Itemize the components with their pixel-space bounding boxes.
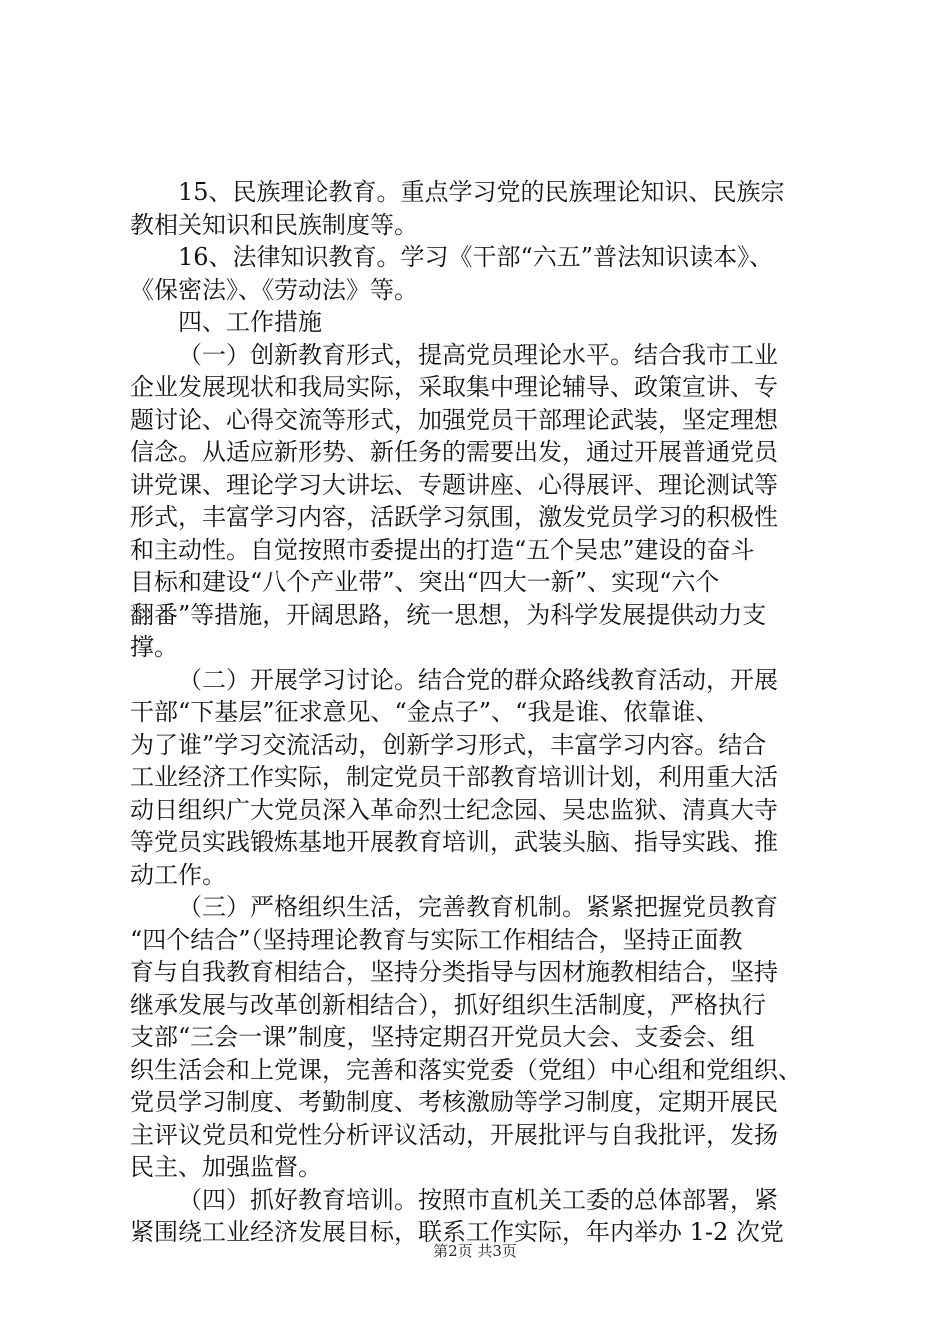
text-line: 工业经济工作实际，制定党员干部教育培训计划，利用重大活	[130, 763, 778, 791]
text-line: 企业发展现状和我局实际，采取集中理论辅导、政策宣讲、专	[130, 373, 778, 401]
paragraph-measure-1	[130, 339, 830, 664]
paragraph-measure-3	[130, 891, 830, 1184]
text-line: 和主动性。自觉按照市委提出的打造“五个吴忠”建设的奋斗	[130, 535, 755, 564]
paragraph-legal-knowledge	[130, 241, 830, 306]
text-line: （二）开展学习讨论。结合党的群众路线教育活动，开展	[178, 665, 778, 694]
document-body	[130, 176, 830, 1249]
text-line: 干部“下基层”征求意见、“金点子”、“我是谁、依靠谁、	[130, 698, 720, 726]
paragraph-measure-4	[130, 1184, 830, 1249]
text-line: 16、法律知识教育。学习《干部“六五”普法知识读本》、	[178, 243, 774, 271]
text-line: 信念。从适应新形势、新任务的需要出发，通过开展普通党员	[130, 438, 778, 466]
text-line: （三）严格组织生活，完善教育机制。紧紧把握党员教育	[178, 893, 778, 921]
section-heading: 四、工作措施	[178, 308, 322, 336]
text-line: 为了谁”学习交流活动，创新学习形式，丰富学习内容。结合	[130, 730, 767, 759]
text-line: 紧围绕工业经济发展目标，联系工作实际，年内举办 1-2 次党	[130, 1218, 784, 1246]
text-line: 翻番”等措施，开阔思路，统一思想，为科学发展提供动力支	[130, 600, 767, 629]
text-line: 动日组织广大党员深入革命烈士纪念园、吴忠监狱、清真大寺	[130, 795, 778, 824]
text-line: 支部“三会一课”制度，坚持定期召开党员大会、支委会、组	[130, 1023, 755, 1051]
text-line: 15、民族理论教育。重点学习党的民族理论知识、民族宗	[178, 178, 785, 206]
text-line: 形式，丰富学习内容，活跃学习氛围，激发党员学习的积极性	[130, 503, 778, 531]
text-line: 目标和建设“八个产业带”、突出“四大一新”、实现“六个	[130, 568, 720, 596]
text-line: 织生活会和上党课，完善和落实党委（党组）中心组和党组织、	[130, 1055, 802, 1084]
text-line: 主评议党员和党性分析评议活动，开展批评与自我批评，发扬	[130, 1120, 778, 1149]
text-line: 民主、加强监督。	[130, 1153, 322, 1181]
text-line: 动工作。	[130, 860, 226, 889]
text-line: 育与自我教育相结合，坚持分类指导与因材施教相结合，坚持	[130, 958, 778, 986]
text-line: 撑。	[130, 633, 178, 661]
text-line: （一）创新教育形式，提高党员理论水平。结合我市工业	[178, 340, 778, 369]
text-line: 题讨论、心得交流等形式，加强党员干部理论武装，坚定理想	[130, 405, 778, 434]
paragraph-ethnic-theory	[130, 176, 830, 241]
page-number-footer: 第2页 共3页	[433, 1242, 517, 1260]
text-line: 等党员实践锻炼基地开展教育培训，武装头脑、指导实践、推	[130, 828, 778, 856]
text-line: “四个结合”（坚持理论教育与实际工作相结合，坚持正面教	[130, 925, 743, 954]
text-line: 《保密法》、《劳动法》等。	[130, 275, 418, 304]
paragraph-measure-2	[130, 664, 830, 892]
section-heading-work-measures	[130, 306, 830, 339]
text-line: 继承发展与改革创新相结合），抓好组织生活制度，严格执行	[130, 990, 766, 1019]
text-line: （四）抓好教育培训。按照市直机关工委的总体部署，紧	[178, 1185, 778, 1214]
text-line: 教相关知识和民族制度等。	[130, 210, 418, 239]
text-line: 讲党课、理论学习大讲坛、专题讲座、心得展评、理论测试等	[130, 470, 778, 499]
text-line: 党员学习制度、考勤制度、考核激励等学习制度，定期开展民	[130, 1088, 778, 1116]
